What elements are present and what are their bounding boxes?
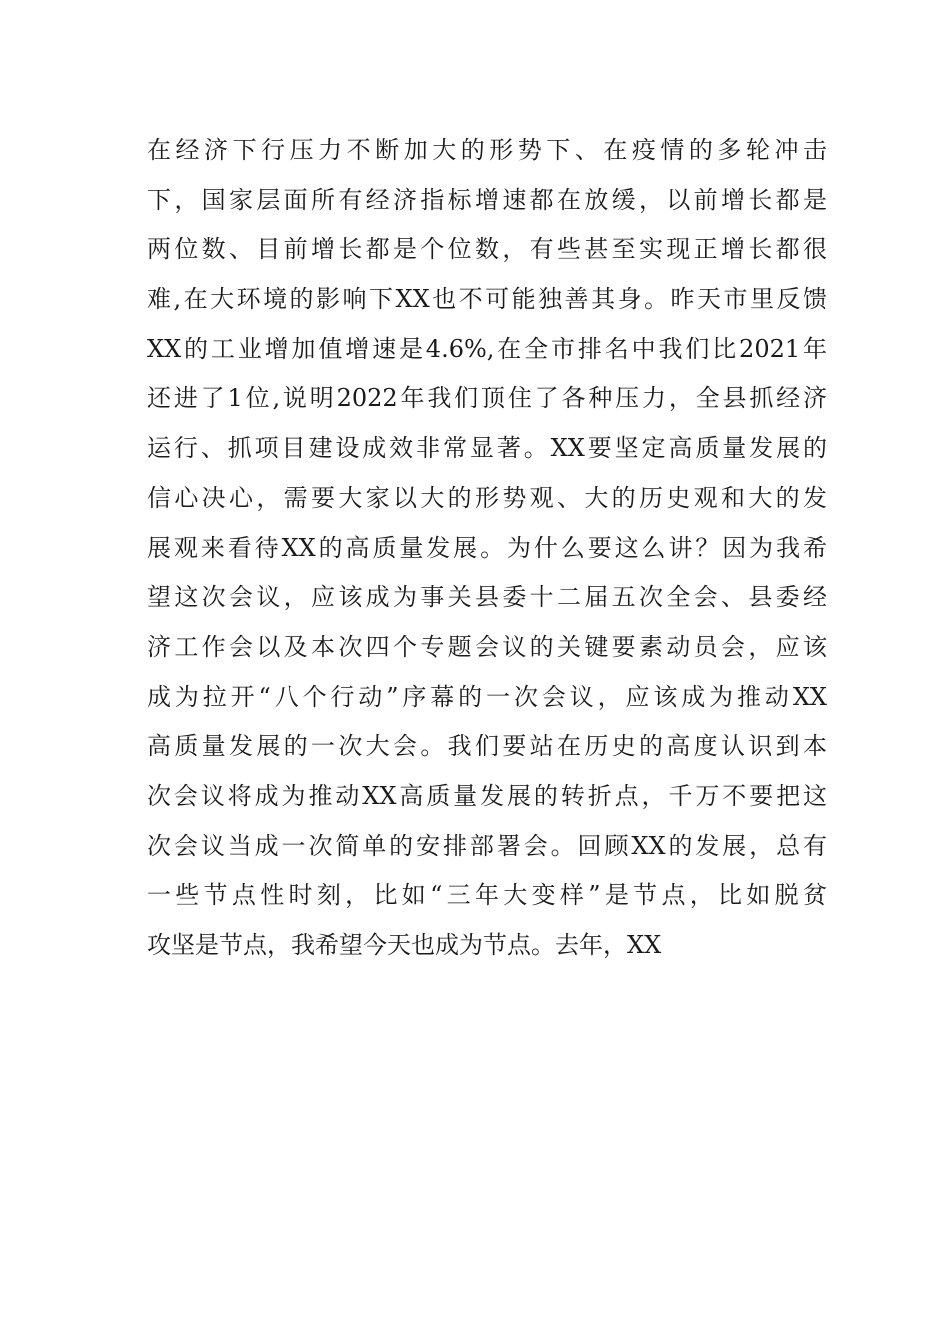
text-line-17: 攻坚是节点，我希望今天也成为节点。去年，XX [147,931,662,959]
text-line-15: 次会议当成一次简单的安排部署会。回顾XX的发展，总有 [147,831,827,860]
text-line-3: 两位数、目前增长都是个位数，有些甚至实现正增长都很 [147,235,827,264]
text-line-13: 高质量发展的一次大会。我们要站在历史的高度认识到本 [147,732,827,761]
text-line-11: 济工作会以及本次四个专题会议的关键要素动员会，应该 [147,632,827,661]
text-line-8: 信心决心，需要大家以大的形势观、大的历史观和大的发 [147,483,827,512]
text-line-16: 一些节点性时刻，比如“三年大变样”是节点，比如脱贫 [147,881,827,910]
text-line-12: 成为拉开“八个行动”序幕的一次会议，应该成为推动XX [147,682,827,711]
text-line-5: XX的工业增加值增速是4.6%,在全市排名中我们比2021年 [147,334,827,363]
text-line-4: 难,在大环境的影响下XX也不可能独善其身。昨天市里反馈 [147,285,827,314]
text-line-10: 望这次会议，应该成为事关县委十二届五次全会、县委经 [147,583,827,612]
text-line-14: 次会议将成为推动XX高质量发展的转折点，千万不要把这 [147,781,827,810]
text-line-7: 运行、抓项目建设成效非常显著。XX要坚定高质量发展的 [147,434,827,463]
text-line-2: 下，国家层面所有经济指标增速都在放缓，以前增长都是 [147,185,827,214]
body-paragraph [147,126,827,971]
text-line-6: 还进了1位,说明2022年我们顶住了各种压力，全县抓经济 [147,384,827,413]
text-line-1: 在经济下行压力不断加大的形势下、在疫情的多轮冲击 [147,136,827,164]
text-line-9: 展观来看待XX的高质量发展。为什么要这么讲？因为我希 [147,533,827,562]
